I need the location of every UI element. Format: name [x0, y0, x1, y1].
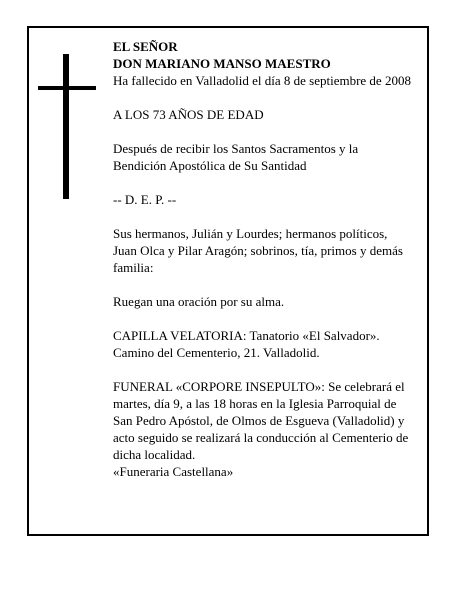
- cross-horizontal-bar: [38, 86, 96, 90]
- death-info: Ha fallecido en Valladolid el día 8 de septiembre de 2008: [113, 73, 411, 88]
- cross-icon: [38, 54, 96, 199]
- prayer-line: Ruegan una oración por su alma.: [113, 294, 285, 309]
- cross-vertical-bar: [63, 54, 69, 199]
- chapel-line: CAPILLA VELATORIA: Tanatorio «El Salvador». Camino del Cementerio, 21. Valladolid.: [113, 328, 380, 360]
- obituary-text: [113, 38, 411, 480]
- family-line: Sus hermanos, Julián y Lourdes; hermanos políticos, Juan Olca y Pilar Aragón; sobrinos, tía, primos y demás familia:: [113, 226, 403, 275]
- funeral-line: FUNERAL «CORPORE INSEPULTO»: Se celebrará el martes, día 9, a las 18 horas en la Iglesia Parroquial de San Pedro Apóstol, de Olmos de Esgueva (Valladolid) y acto seguido se realizará la conducción al Cementerio de dicha localidad.: [113, 379, 409, 462]
- rip-line: -- D. E. P. --: [113, 192, 177, 207]
- deceased-name: DON MARIANO MANSO MAESTRO: [113, 56, 331, 71]
- age-line: A LOS 73 AÑOS DE EDAD: [113, 107, 264, 122]
- sacraments-line: Después de recibir los Santos Sacramentos y la Bendición Apostólica de Su Santidad: [113, 141, 359, 173]
- title-line-1: EL SEÑOR: [113, 39, 178, 54]
- funeral-home: «Funeraria Castellana»: [113, 464, 234, 479]
